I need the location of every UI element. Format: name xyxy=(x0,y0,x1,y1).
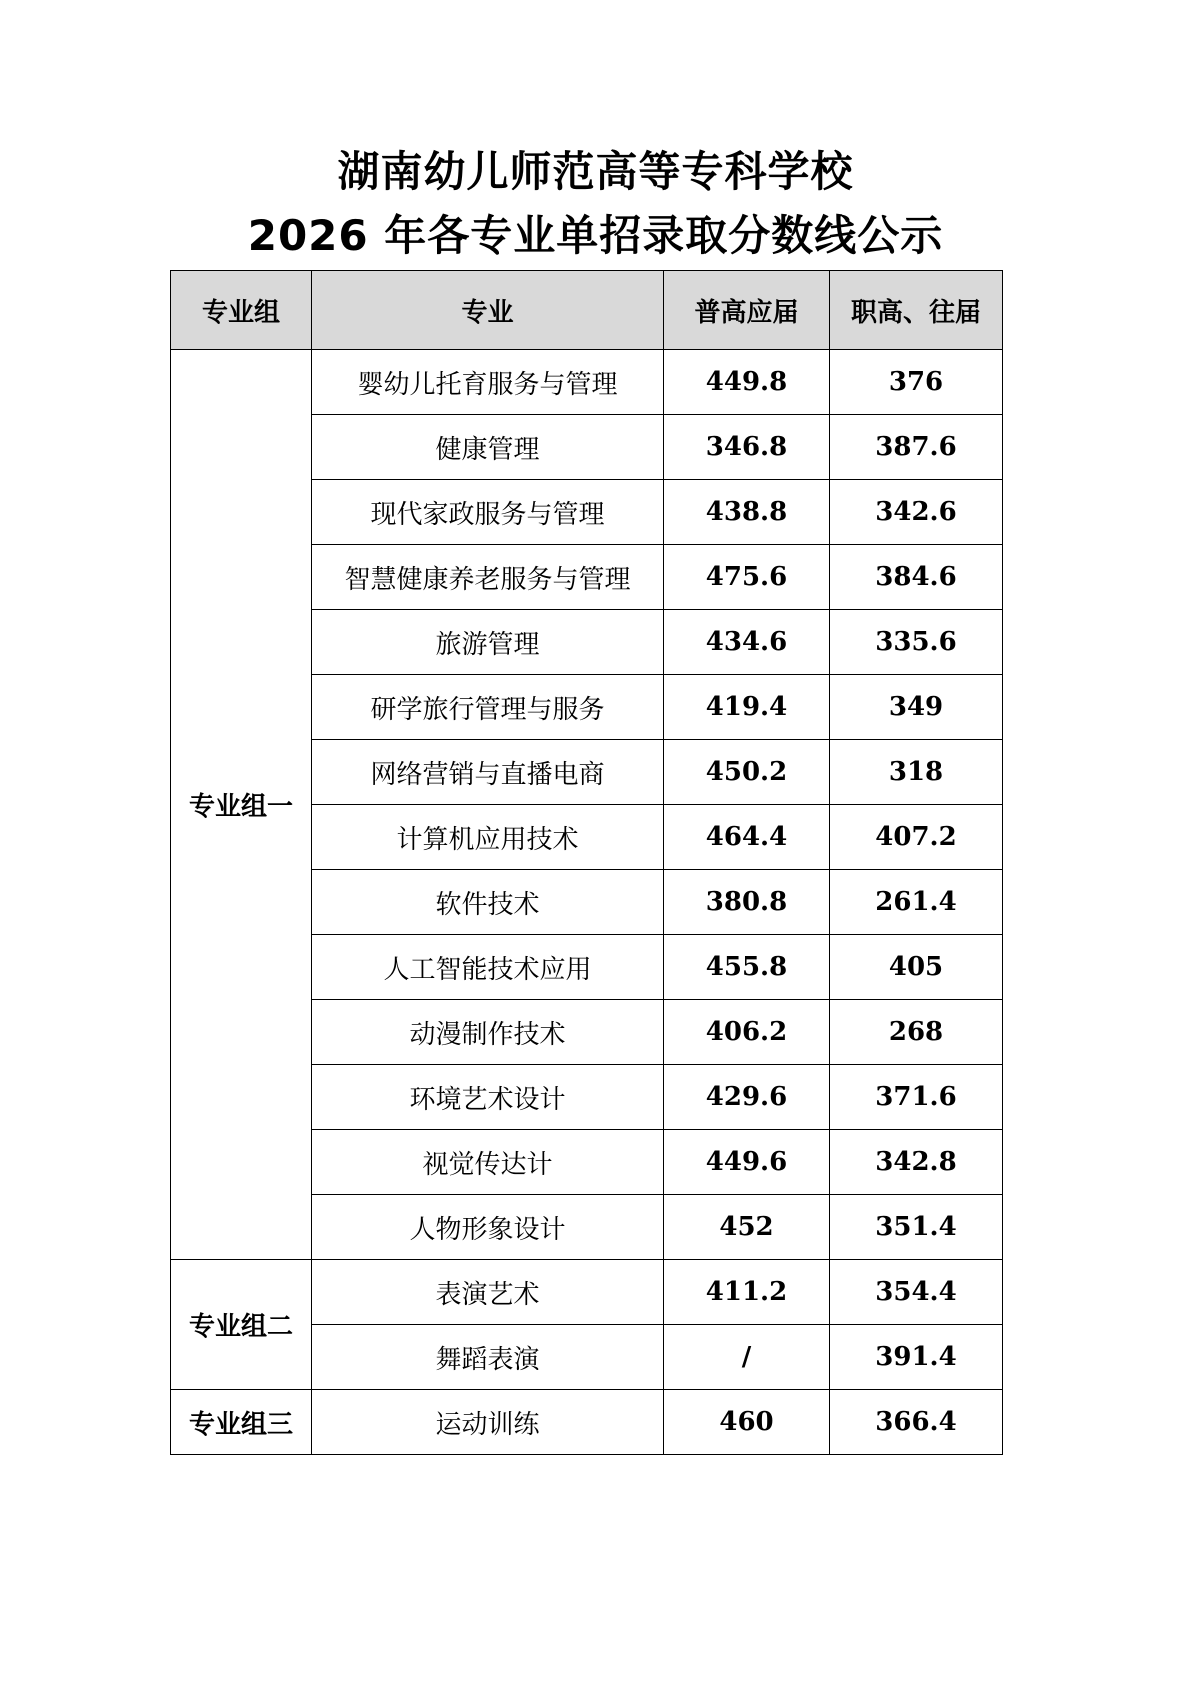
table-header xyxy=(171,271,1003,350)
header-row xyxy=(171,271,1003,350)
pugao-score-cell: 450.2 xyxy=(664,740,830,805)
major-name-cell: 智慧健康养老服务与管理 xyxy=(312,545,664,610)
pugao-score-cell: / xyxy=(664,1325,830,1390)
zhigao-score-cell: 371.6 xyxy=(830,1065,1003,1130)
zhigao-score-cell: 349 xyxy=(830,675,1003,740)
major-name-cell: 网络营销与直播电商 xyxy=(312,740,664,805)
pugao-score-cell: 455.8 xyxy=(664,935,830,1000)
major-name-cell: 现代家政服务与管理 xyxy=(312,480,664,545)
major-name-cell: 环境艺术设计 xyxy=(312,1065,664,1130)
title-block xyxy=(0,140,1191,268)
zhigao-score-cell: 342.8 xyxy=(830,1130,1003,1195)
zhigao-score-cell: 335.6 xyxy=(830,610,1003,675)
zhigao-score-cell: 351.4 xyxy=(830,1195,1003,1260)
major-name-cell: 人物形象设计 xyxy=(312,1195,664,1260)
pugao-score-cell: 411.2 xyxy=(664,1260,830,1325)
group-name-cell: 专业组二 xyxy=(171,1260,312,1390)
pugao-score-cell: 438.8 xyxy=(664,480,830,545)
major-name-cell: 表演艺术 xyxy=(312,1260,664,1325)
major-name-cell: 人工智能技术应用 xyxy=(312,935,664,1000)
pugao-score-cell: 434.6 xyxy=(664,610,830,675)
major-name-cell: 婴幼儿托育服务与管理 xyxy=(312,350,664,415)
header-pugao: 普高应届 xyxy=(664,271,830,350)
pugao-score-cell: 419.4 xyxy=(664,675,830,740)
zhigao-score-cell: 354.4 xyxy=(830,1260,1003,1325)
table-row xyxy=(171,1260,1003,1325)
zhigao-score-cell: 318 xyxy=(830,740,1003,805)
zhigao-score-cell: 384.6 xyxy=(830,545,1003,610)
major-name-cell: 舞蹈表演 xyxy=(312,1325,664,1390)
pugao-score-cell: 452 xyxy=(664,1195,830,1260)
pugao-score-cell: 380.8 xyxy=(664,870,830,935)
table-row xyxy=(171,350,1003,415)
zhigao-score-cell: 366.4 xyxy=(830,1390,1003,1455)
header-group: 专业组 xyxy=(171,271,312,350)
major-name-cell: 健康管理 xyxy=(312,415,664,480)
table-row xyxy=(171,1390,1003,1455)
header-major: 专业 xyxy=(312,271,664,350)
major-name-cell: 旅游管理 xyxy=(312,610,664,675)
major-name-cell: 动漫制作技术 xyxy=(312,1000,664,1065)
pugao-score-cell: 346.8 xyxy=(664,415,830,480)
zhigao-score-cell: 268 xyxy=(830,1000,1003,1065)
announcement-title: 2026 年各专业单招录取分数线公示 xyxy=(247,211,944,260)
pugao-score-cell: 449.6 xyxy=(664,1130,830,1195)
zhigao-score-cell: 391.4 xyxy=(830,1325,1003,1390)
group-name-cell: 专业组一 xyxy=(171,350,312,1260)
zhigao-score-cell: 387.6 xyxy=(830,415,1003,480)
major-name-cell: 研学旅行管理与服务 xyxy=(312,675,664,740)
pugao-score-cell: 464.4 xyxy=(664,805,830,870)
pugao-score-cell: 406.2 xyxy=(664,1000,830,1065)
major-name-cell: 运动训练 xyxy=(312,1390,664,1455)
pugao-score-cell: 475.6 xyxy=(664,545,830,610)
zhigao-score-cell: 261.4 xyxy=(830,870,1003,935)
pugao-score-cell: 429.6 xyxy=(664,1065,830,1130)
major-name-cell: 软件技术 xyxy=(312,870,664,935)
header-zhigao: 职高、往届 xyxy=(830,271,1003,350)
group-name-cell: 专业组三 xyxy=(171,1390,312,1455)
zhigao-score-cell: 405 xyxy=(830,935,1003,1000)
zhigao-score-cell: 376 xyxy=(830,350,1003,415)
school-name-title: 湖南幼儿师范高等专科学校 xyxy=(337,147,854,196)
zhigao-score-cell: 342.6 xyxy=(830,480,1003,545)
pugao-score-cell: 460 xyxy=(664,1390,830,1455)
zhigao-score-cell: 407.2 xyxy=(830,805,1003,870)
major-name-cell: 计算机应用技术 xyxy=(312,805,664,870)
table-body xyxy=(171,350,1003,1455)
major-name-cell: 视觉传达计 xyxy=(312,1130,664,1195)
pugao-score-cell: 449.8 xyxy=(664,350,830,415)
admission-score-table xyxy=(170,270,1003,1455)
